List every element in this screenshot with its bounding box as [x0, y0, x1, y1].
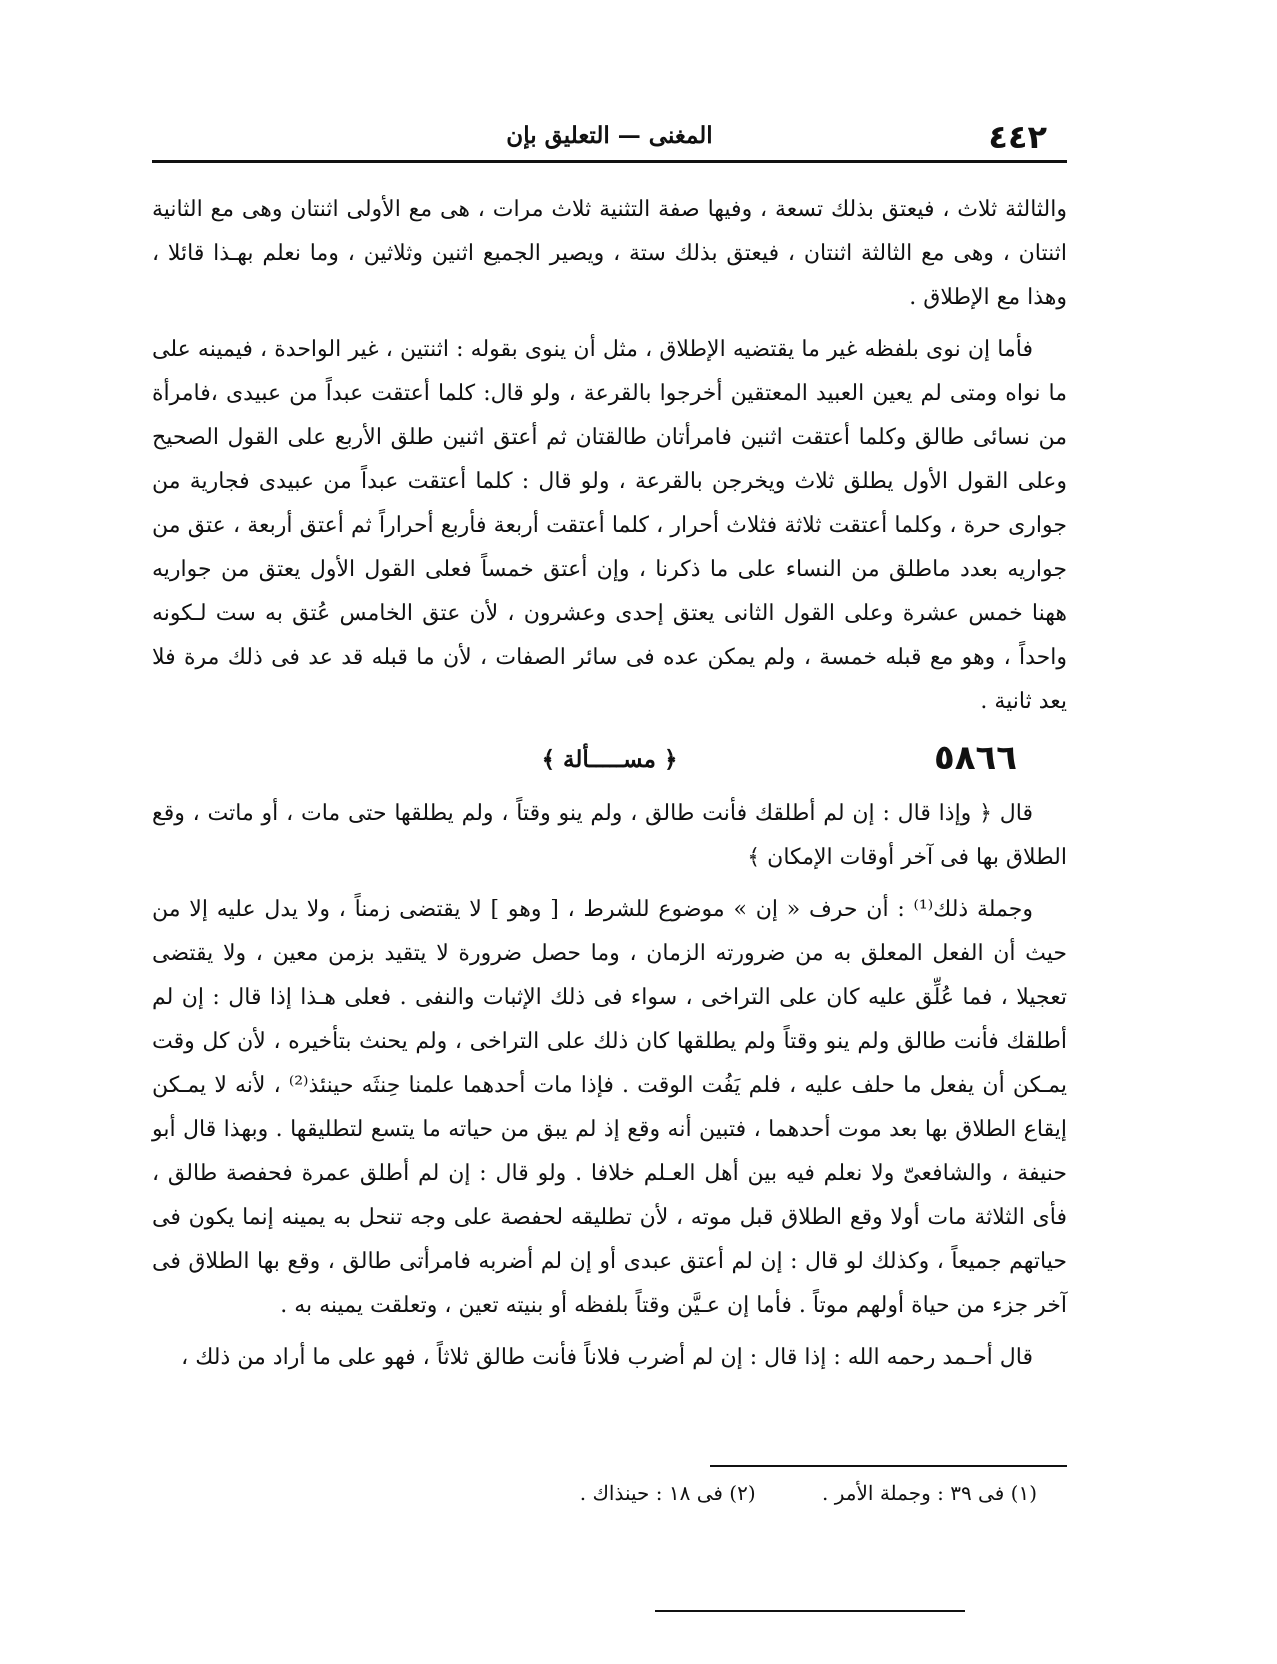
footnote-rule [710, 1465, 1067, 1467]
section-title: ﴿ مســـــألة ﴾ [541, 746, 678, 773]
section-number: ٥٨٦٦ [933, 738, 1017, 778]
running-title: المغنى — التعليق بإن [506, 122, 713, 149]
paragraph: والثالثة ثلاث ، فيعتق بذلك تسعة ، وفيها صفة التثنية ثلاث مرات ، هى مع الأولى اثنتان وهى مع الثانية اثنتان ، وهى مع الثالثة اثنتان ، فيعتق بذلك ستة ، ويصير الجميع اثنين وثلاثين ، وما نعلم بهـذا قائلا ، وهذا مع الإطلاق . [152, 197, 1067, 310]
paragraph: وجملة ذلك⁽¹⁾ : أن حرف « إن » موضوع للشرط ، [ وهو ] لا يقتضى زمناً ، ولا يدل عليه إلا من حيث أن الفعل المعلق به من ضرورته الزمان ، وما حصل ضرورة لا يتقيد بزمن معين ، ولا يقتضى تعجيلا ، فما عُلِّق عليه كان على التراخى ، سواء فى ذلك الإثبات والنفى . فعلى هـذا إذا قال : إن لم أطلقك فأنت طالق ولم ينو وقتاً ولم يطلقها كان ذلك على التراخى ، ولم يحنث بتأخيره ، لأن كل وقت يمـكن أن يفعل ما حلف عليه ، فلم يَفُت الوقت . فإذا مات أحدهما علمنا حِنثَه حينئذ⁽²⁾ ، لأنه لا يمـكن إيقاع الطلاق بها بعد موت أحدهما ، فتبين أنه وقع إذ لم يبق من حياته ما يتسع لتطليقها . وبهذا قال أبو حنيفة ، والشافعىّ ولا نعلم فيه بين أهل العـلم خلافا . ولو قال : إن لم أطلق عمرة فحفصة طالق ، فأى الثلاثة مات أولا وقع الطلاق قبل موته ، لأن تطليقه لحفصة على وجه تنحل به يمينه إنما يكون فى حياتهم جميعاً ، وكذلك لو قال : إن لم أعتق عبدى أو إن لم أضربه فامرأتى طالق ، وقع بها الطلاق فى آخر جزء من حياة أولهم موتاً . فأما إن عـيَّن وقتاً بلفظه أو بنيته تعين ، وتعلقت يمينه به . [152, 897, 1068, 1318]
page-number: ٤٤٢ [988, 118, 1047, 156]
body-text [152, 188, 1067, 1388]
paragraph: قال أحـمد رحمه الله : إذا قال : إن لم أضرب فلاناً فأنت طالق ثلاثاً ، فهو على ما أراد من ذلك ، [181, 1345, 1033, 1370]
footnote: (١) فى ٣٩ : وجملة الأمر . [822, 1481, 1037, 1505]
header-rule [152, 160, 1067, 163]
footnotes [152, 1478, 1067, 1508]
paragraph: فأما إن نوى بلفظه غير ما يقتضيه الإطلاق ، مثل أن ينوى بقوله : اثنتين ، غير الواحدة ، فيمينه على ما نواه ومتى لم يعين العبيد المعتقين أخرجوا بالقرعة ، ولو قال: كلما أعتقت عبداً من عبيدى ،فامرأة من نسائى طالق وكلما أعتقت اثنين فامرأتان طالقتان ثم أعتق اثنين طلق الأربع على القول الصحيح وعلى القول الأول يطلق ثلاث ويخرجن بالقرعة ، ولو قال : كلما أعتقت عبداً من عبيدى فجارية من جوارى حرة ، وكلما أعتقت ثلاثة فثلاث أحرار ، كلما أعتقت أربعة فأربع أحراراً ثم أعتق أربعة ، عتق من جواريه بعدد ماطلق من النساء على ما ذكرنا ، وإن أعتق خمساً فعلى القول الأول يعتق من جواريه ههنا خمس عشرة وعلى القول الثانى يعتق إحدى وعشرون ، لأن عتق الخامس عُتق به ست لـكونه واحداً ، وهو مع قبله خمسة ، ولم يمكن عده فى سائر الصفات ، لأن ما قبله قد عد فى ذلك مرة فلا يعد ثانية . [152, 337, 1067, 714]
bottom-rule [655, 1610, 965, 1612]
paragraph: قال ﴿ وإذا قال : إن لم أطلقك فأنت طالق ، ولم ينو وقتاً ، ولم يطلقها حتى مات ، أو ماتت ، وقع الطلاق بها فى آخر أوقات الإمكان ﴾ [152, 801, 1067, 870]
section-heading [152, 732, 1067, 788]
page-header [152, 108, 1067, 160]
footnote: (٢) فى ١٨ : حينذاك . [579, 1481, 756, 1505]
